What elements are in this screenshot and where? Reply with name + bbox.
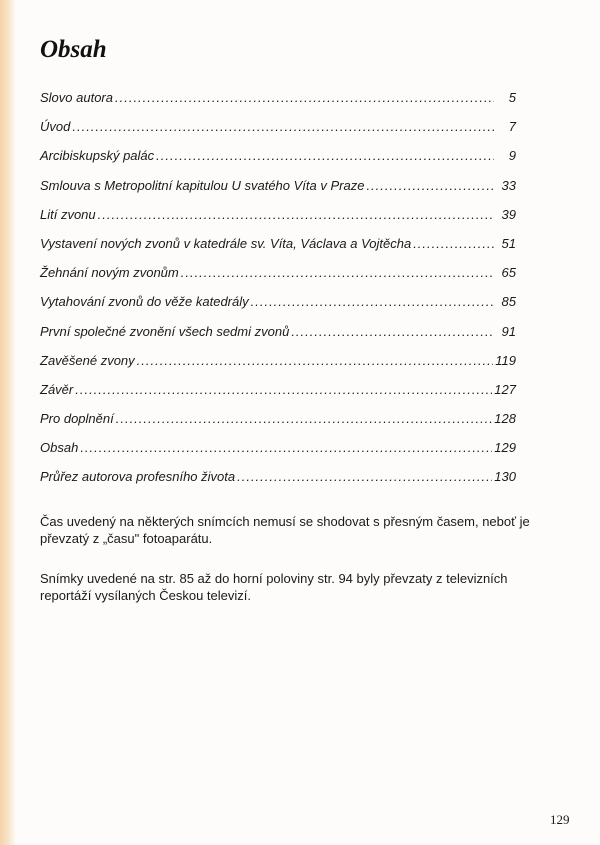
toc-entry bbox=[40, 178, 516, 207]
toc-entry bbox=[40, 207, 516, 236]
toc-entry bbox=[40, 440, 516, 469]
toc-leader-dots bbox=[72, 119, 494, 134]
toc-entry bbox=[40, 265, 516, 294]
toc-leader-dots bbox=[251, 294, 494, 309]
page-number: 129 bbox=[550, 812, 570, 827]
toc-entry-page: 127 bbox=[494, 381, 516, 397]
toc-entry-page: 128 bbox=[494, 411, 516, 427]
binding-edge bbox=[0, 0, 16, 845]
toc-leader-dots bbox=[75, 382, 492, 397]
note-tv-images: Snímky uvedené na str. 85 až do horní poloviny str. 94 byly převzaty z televizních reportáží vysílaných Českou televizí. bbox=[40, 571, 508, 603]
toc-entry-label: Závěr bbox=[40, 381, 74, 397]
toc-entry bbox=[40, 353, 516, 382]
toc-entry-label: Obsah bbox=[40, 440, 79, 456]
toc-entry-page: 39 bbox=[501, 206, 516, 222]
toc-leader-dots bbox=[237, 469, 492, 484]
toc-entry bbox=[40, 469, 516, 498]
toc-leader-dots bbox=[291, 324, 494, 339]
toc-entry-label: Žehnání novým zvonům bbox=[40, 265, 179, 281]
toc-entry-label: První společné zvonění všech sedmi zvonů bbox=[40, 323, 290, 339]
toc-leader-dots bbox=[116, 411, 493, 426]
toc-leader-dots bbox=[98, 207, 494, 222]
toc-entry-label: Pro doplnění bbox=[40, 411, 114, 427]
toc-entry bbox=[40, 90, 516, 119]
toc-entry bbox=[40, 324, 516, 353]
toc-entry bbox=[40, 236, 516, 265]
toc-leader-dots bbox=[366, 178, 494, 193]
toc-entry-page: 5 bbox=[508, 90, 516, 105]
toc-entry-page: 85 bbox=[501, 294, 516, 310]
toc-entry-label: Zavěšené zvony bbox=[40, 352, 135, 368]
toc-entry-label: Lití zvonu bbox=[40, 206, 96, 222]
toc-entry-page: 51 bbox=[501, 235, 516, 251]
toc-entry-page: 119 bbox=[495, 352, 516, 368]
toc-entry-label: Arcibiskupský palác bbox=[40, 148, 155, 164]
toc-entry-label: Průřez autorova profesního života bbox=[40, 469, 236, 485]
toc-entry-label: Vystavení nových zvonů v katedrále sv. Víta, Václava a Vojtěcha bbox=[40, 235, 412, 251]
page-title: Obsah bbox=[40, 36, 107, 63]
toc-entry-page: 91 bbox=[501, 323, 516, 339]
toc-leader-dots bbox=[156, 148, 494, 163]
toc-entry-page: 129 bbox=[494, 440, 516, 456]
toc-leader-dots bbox=[181, 265, 494, 280]
toc-leader-dots bbox=[115, 90, 494, 105]
toc-entry-page: 65 bbox=[501, 265, 516, 281]
toc-entry bbox=[40, 382, 516, 411]
toc-entry-label: Vytahování zvonů do věže katedrály bbox=[40, 294, 249, 310]
toc-entry-page: 130 bbox=[494, 469, 516, 485]
toc-entry-label: Slovo autora bbox=[40, 90, 113, 105]
toc-entry-page: 33 bbox=[501, 177, 516, 193]
toc-entry bbox=[40, 411, 516, 440]
toc-leader-dots bbox=[413, 236, 494, 251]
toc-leader-dots bbox=[80, 440, 492, 455]
toc-entry-page: 7 bbox=[508, 119, 516, 135]
toc-entry bbox=[40, 294, 516, 323]
toc-leader-dots bbox=[137, 353, 494, 368]
toc-entry-label: Smlouva s Metropolitní kapitulou U svatého Víta v Praze bbox=[40, 177, 365, 193]
toc-entry bbox=[40, 119, 516, 148]
toc-entry-label: Úvod bbox=[40, 119, 71, 135]
toc-entry-page: 9 bbox=[508, 148, 516, 164]
table-of-contents bbox=[40, 90, 516, 499]
toc-entry bbox=[40, 148, 516, 177]
note-camera-time: Čas uvedený na některých snímcích nemusí se shodovat s přesným časem, neboť je převzatý z „času" fotoaparátu. bbox=[40, 514, 530, 546]
